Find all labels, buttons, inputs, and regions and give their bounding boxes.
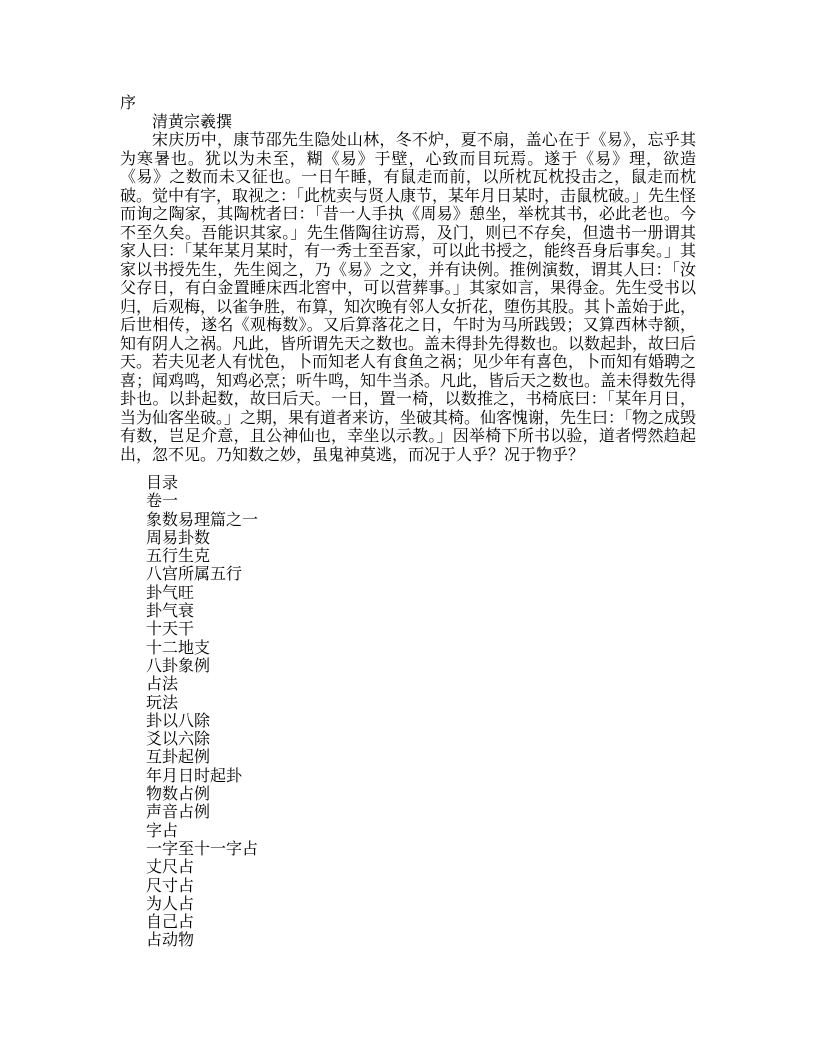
toc-item: 占动物 bbox=[146, 930, 195, 950]
toc-item: 丈尺占 bbox=[146, 857, 195, 877]
toc-item: 八宫所属五行 bbox=[146, 564, 243, 584]
toc-item: 五行生克 bbox=[146, 546, 211, 566]
toc-item: 玩法 bbox=[146, 692, 179, 712]
toc-item: 卦以八除 bbox=[146, 710, 211, 730]
toc-item: 周易卦数 bbox=[146, 527, 211, 547]
toc-item: 声音占例 bbox=[146, 802, 211, 822]
toc-item: 占法 bbox=[146, 674, 179, 694]
toc-item: 为人占 bbox=[146, 893, 195, 913]
toc-item: 物数占例 bbox=[146, 784, 211, 804]
toc-item: 十天干 bbox=[146, 619, 195, 639]
toc-item: 年月日时起卦 bbox=[146, 765, 243, 785]
toc-item: 卦气衰 bbox=[146, 601, 195, 621]
toc-heading: 目录 bbox=[146, 473, 179, 492]
toc-item: 一字至十一字占 bbox=[146, 838, 259, 858]
preface-body: 宋庆历中，康节邵先生隐处山林，冬不炉，夏不扇，盖心在于《易》，忘乎其为寒暑也。犹以为未至，糊《易》于壁，心致而目玩焉。遂于《易》理，欲造《易》之数而未又征也。一日午睡，有鼠走而前，以所枕瓦枕投击之，鼠走而枕破。觉中有字，取视之：「此枕卖与贤人康节，某年月日某时，击鼠枕破。」先生怪而询之陶家，其陶枕者曰：「昔一人手执《周易》憩坐，举枕其书，必此老也。今不至久矣。吾能识其家。」先生偕陶往访焉，及门，则已不存矣，但遗书一册谓其家人曰：「某年某月某时，有一秀士至吾家，可以此书授之，能终吾身后事矣。」其家以书授先生，先生阅之，乃《易》之文，并有诀例。推例演数，谓其人曰：「汝父存日，有白金置睡床西北窖中，可以营葬事。」其家如言，果得金。先生受书以归，后观梅，以雀争胜，布算，知次晚有邻人女折花，堕伤其股。其卜盖始于此，后世相传，遂名《观梅数》。又后算落花之日，午时为马所践毁；又算西林寺额，知有阴人之祸。凡此，皆所谓先天之数也。盖未得卦先得数也。以数起卦，故曰后天。若夫见老人有忧色，卜而知老人有食鱼之祸；见少年有喜色，卜而知有婚聘之喜；闻鸡鸣，知鸡必烹；听牛鸣，知牛当杀。凡此，皆后天之数也。盖未得数先得卦也。以卦起数，故曰后天。一日，置一椅，以数推之，书椅底曰：「某年月日，当为仙客坐破。」之期，果有道者来访，坐破其椅。仙客愧谢，先生曰：「物之成毁有数，岂足介意，且公神仙也，幸坐以示教。」因举椅下所书以验，道者愕然趋起出，忽不见。乃知数之妙，虽鬼神莫逃，而况于人乎？况于物乎？ bbox=[120, 130, 697, 464]
toc-item: 象数易理篇之一 bbox=[146, 509, 259, 529]
toc-item: 卷一 bbox=[146, 491, 179, 511]
toc-item: 爻以六除 bbox=[146, 729, 211, 749]
toc-item: 八卦象例 bbox=[146, 655, 211, 675]
toc-item: 自己占 bbox=[146, 912, 195, 932]
preface-author: 清黄宗羲撰 bbox=[152, 111, 233, 131]
preface-section bbox=[120, 94, 696, 464]
toc-item: 十二地支 bbox=[146, 637, 211, 657]
toc-item: 卦气旺 bbox=[146, 582, 195, 602]
toc-item: 字占 bbox=[146, 820, 179, 840]
toc-item: 互卦起例 bbox=[146, 747, 211, 767]
toc-item: 尺寸占 bbox=[146, 875, 195, 895]
table-of-contents bbox=[146, 474, 258, 950]
preface-title: 序 bbox=[120, 93, 137, 112]
